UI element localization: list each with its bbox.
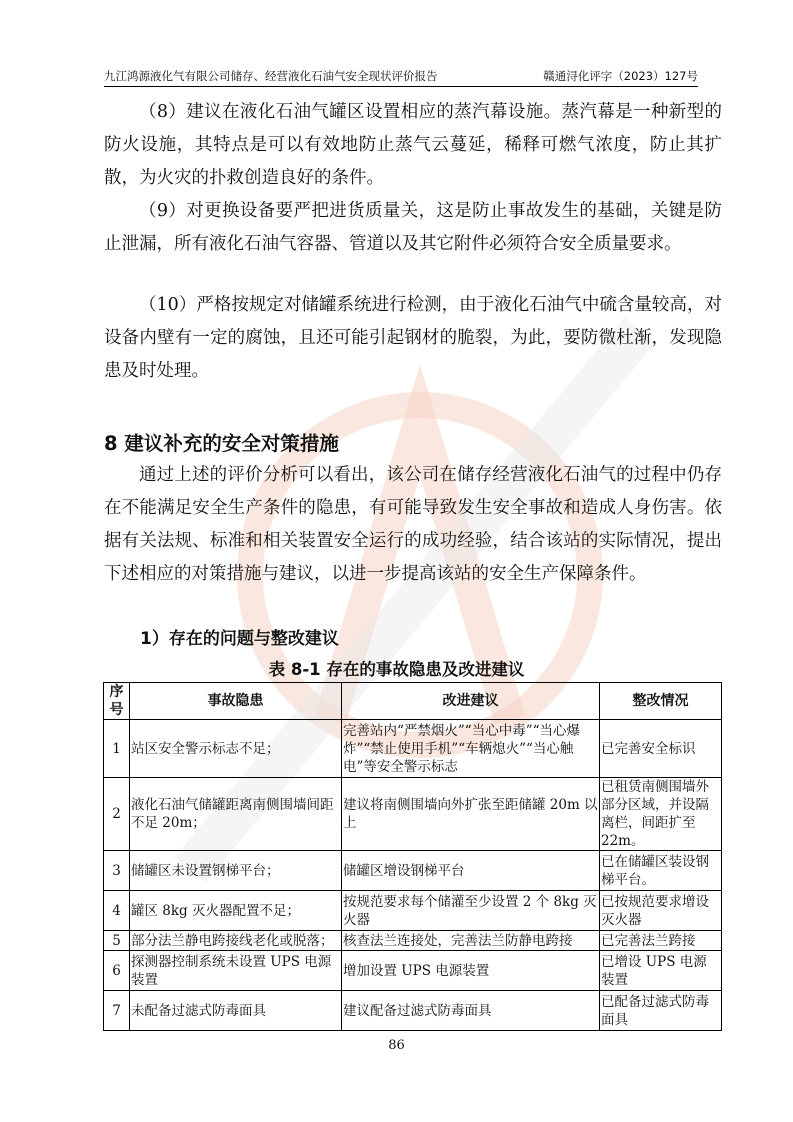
section-heading: 8 建议补充的安全对策措施 xyxy=(104,432,339,455)
cell-suggestion: 建议将南侧围墙向外扩张至距储罐 20m 以上 xyxy=(342,778,600,851)
header-doc-number: 赣通浔化评字（2023）127号 xyxy=(543,69,698,83)
cell-hazard: 未配备过滤式防毒面具 xyxy=(130,991,342,1031)
table-row xyxy=(104,891,722,931)
paragraph-10: （10）严格按规定对储罐系统进行检测，由于液化石油气中硫含量较高，对设备内壁有一定的腐蚀，且还可能引起钢材的脆裂，为此，要防微杜渐，发现隐患及时处理。 xyxy=(104,295,722,381)
paragraph-9: （9）对更换设备要严把进货质量关，这是防止事故发生的基础，关键是防止泄漏，所有液化石油气容器、管道以及其它附件必须符合安全质量要求。 xyxy=(104,201,722,254)
cell-no: 6 xyxy=(104,951,130,991)
header-status: 整改情况 xyxy=(600,683,722,720)
page-number: 86 xyxy=(388,1038,405,1053)
cell-no: 2 xyxy=(104,778,130,851)
cell-status: 已配备过滤式防毒面具 xyxy=(600,991,722,1031)
cell-hazard: 站区安全警示标志不足； xyxy=(130,720,342,778)
cell-status: 已按规范要求增设灭火器 xyxy=(600,891,722,931)
table-row xyxy=(104,720,722,778)
cell-suggestion: 完善站内“严禁烟火”“当心中毒”“当心爆炸”“禁止使用手机”“车辆熄火”“当心触电”等安全警示标志 xyxy=(342,720,600,778)
cell-hazard: 液化石油气储罐距离南侧围墙间距不足 20m； xyxy=(130,778,342,851)
cell-status: 已在储罐区装设钢梯平台。 xyxy=(600,851,722,891)
cell-suggestion: 建议配备过滤式防毒面具 xyxy=(342,991,600,1031)
cell-no: 7 xyxy=(104,991,130,1031)
cell-no: 5 xyxy=(104,931,130,951)
table-row xyxy=(104,851,722,891)
cell-suggestion: 按规范要求每个储灌至少设置 2 个 8kg 灭火器 xyxy=(342,891,600,931)
cell-no: 1 xyxy=(104,720,130,778)
header-suggestion: 改进建议 xyxy=(342,683,600,720)
page-header xyxy=(104,64,698,87)
cell-hazard: 部分法兰静电跨接线老化或脱落； xyxy=(130,931,342,951)
cell-suggestion: 储罐区增设钢梯平台 xyxy=(342,851,600,891)
table-row xyxy=(104,931,722,951)
table-header-row xyxy=(104,683,722,720)
cell-suggestion: 核查法兰连接处，完善法兰防静电跨接 xyxy=(342,931,600,951)
cell-status: 已增设 UPS 电源装置 xyxy=(600,951,722,991)
header-hazard: 事故隐患 xyxy=(130,683,342,720)
cell-no: 3 xyxy=(104,851,130,891)
header-no: 序号 xyxy=(104,683,130,720)
cell-no: 4 xyxy=(104,891,130,931)
table-row xyxy=(104,778,722,851)
cell-hazard: 储罐区未设置钢梯平台； xyxy=(130,851,342,891)
cell-status: 已完善法兰跨接 xyxy=(600,931,722,951)
section-paragraph: 通过上述的评价分析可以看出，该公司在储存经营液化石油气的过程中仍存在不能满足安全生产条件的隐患，有可能导致发生安全事故和造成人身伤害。依据有关法规、标准和相关装置安全运行的成功经验，结合该站的实际情况，提出下述相应的对策措施与建议，以进一步提高该站的安全生产保障条件。 xyxy=(104,465,722,584)
subsection-heading: 1）存在的问题与整改建议 xyxy=(140,629,339,649)
cell-status: 已租赁南侧围墙外部分区域，并设隔离栏，间距扩至 22m。 xyxy=(600,778,722,851)
cell-hazard: 罐区 8kg 灭火器配置不足； xyxy=(130,891,342,931)
table-row xyxy=(104,991,722,1031)
header-report-title: 九江鸿源液化气有限公司储存、经营液化石油气安全现状评价报告 xyxy=(104,69,438,83)
table-caption: 表 8-1 存在的事故隐患及改进建议 xyxy=(268,660,525,679)
cell-status: 已完善安全标识 xyxy=(600,720,722,778)
cell-suggestion: 增加设置 UPS 电源装置 xyxy=(342,951,600,991)
paragraph-8: （8）建议在液化石油气罐区设置相应的蒸汽幕设施。蒸汽幕是一种新型的防火设施，其特点是可以有效地防止蒸气云蔓延，稀释可燃气浓度，防止其扩散，为火灾的扑救创造良好的条件。 xyxy=(104,102,722,188)
hazard-table xyxy=(103,682,722,1031)
cell-hazard: 探测器控制系统未设置 UPS 电源装置 xyxy=(130,951,342,991)
table-row xyxy=(104,951,722,991)
